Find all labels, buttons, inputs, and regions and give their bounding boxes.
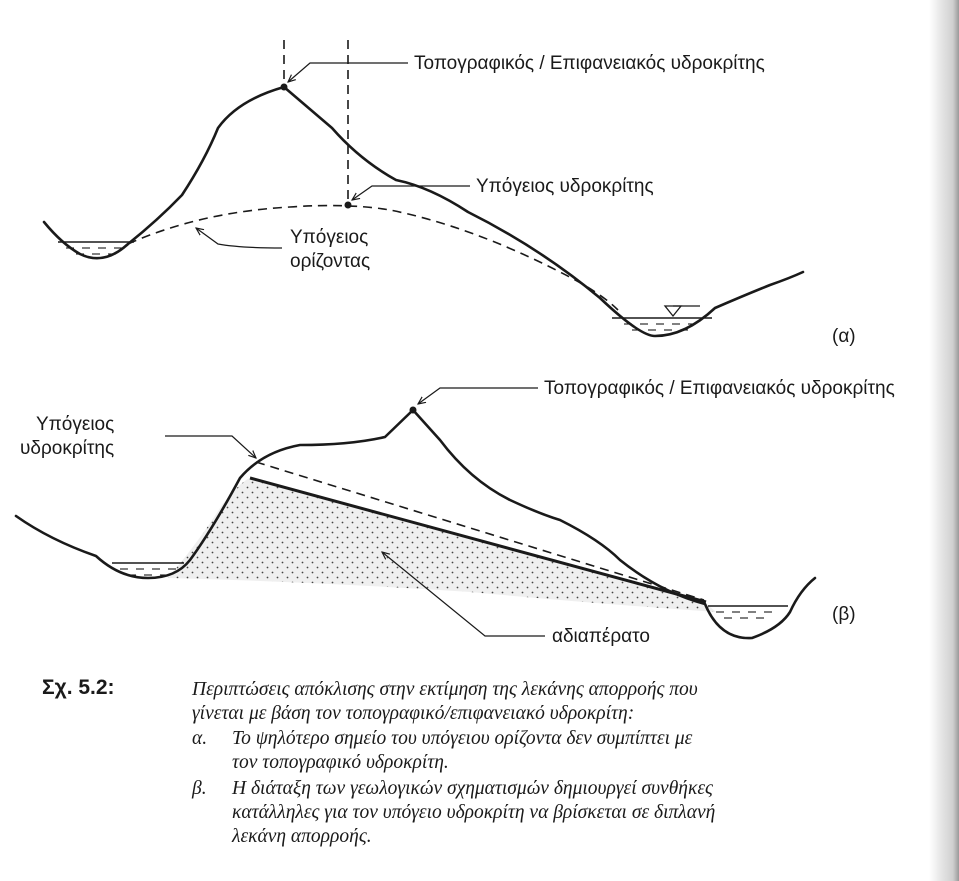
panel-b-impermeable-layer <box>168 478 716 612</box>
panel-a-horizon-leader <box>196 228 282 248</box>
panel-b <box>16 378 895 647</box>
panel-a-horizon-label-line2: ορίζοντας <box>290 251 371 272</box>
panel-a-groundwater-peak <box>345 202 352 209</box>
caption-intro-line2: γίνεται με βάση τον τοπογραφικό/επιφανειακό υδροκρίτη: <box>192 703 635 724</box>
caption-item-b-line1: Η διάταξη των γεωλογικών σχηματισμών δημιουργεί συνθήκες <box>232 778 713 799</box>
panel-b-topographic-peak <box>410 407 417 414</box>
panel-a-left-lake <box>58 242 134 259</box>
panel-a-terrain <box>44 87 803 336</box>
panel-b-impermeable-label: αδιαπέρατο <box>552 626 650 647</box>
panel-a-right-lake <box>612 306 712 330</box>
caption-figure-number: Σχ. 5.2: <box>42 676 115 699</box>
caption-item-b-line3: λεκάνη απορροής. <box>232 826 372 847</box>
caption-item-a-line1: Το ψηλότερο σημείο του υπόγειου ορίζοντα δεν συμπίπτει με <box>232 728 693 749</box>
caption-intro-line1: Περιπτώσεις απόκλισης στην εκτίμηση της λεκάνης απορροής που <box>192 679 698 700</box>
panel-b-topographic-label: Τοπογραφικός / Επιφανειακός υδροκρίτης <box>544 378 895 399</box>
caption-item-a-marker: α. <box>192 728 208 749</box>
water-level-symbol <box>665 306 681 316</box>
panel-b-topographic-leader <box>418 388 538 404</box>
panel-b-right-lake <box>708 606 788 618</box>
panel-a <box>44 40 856 347</box>
panel-a-horizon-label-line1: Υπόγειος <box>290 227 369 248</box>
caption-item-a-line2: τον τοπογραφικό υδροκρίτη. <box>232 752 449 773</box>
caption-item-b-line2: κατάλληλες για τον υπόγειο υδροκρίτη να βρίσκεται σε διπλανή <box>232 802 716 823</box>
panel-b-groundwater-leader <box>165 436 256 458</box>
panel-b-groundwater-label-line1: Υπόγειος <box>36 414 115 435</box>
panel-b-groundwater-label-line2: υδροκρίτης <box>20 438 115 459</box>
caption-item-b-marker: β. <box>192 778 207 799</box>
panel-a-topographic-peak <box>281 84 288 91</box>
panel-a-tag: (α) <box>832 326 856 347</box>
panel-a-topographic-label: Τοπογραφικός / Επιφανειακός υδροκρίτης <box>414 53 765 74</box>
panel-b-tag: (β) <box>832 604 856 625</box>
panel-a-groundwater-label: Υπόγειος υδροκρίτης <box>476 176 654 197</box>
panel-a-groundwater-leader <box>352 186 470 200</box>
